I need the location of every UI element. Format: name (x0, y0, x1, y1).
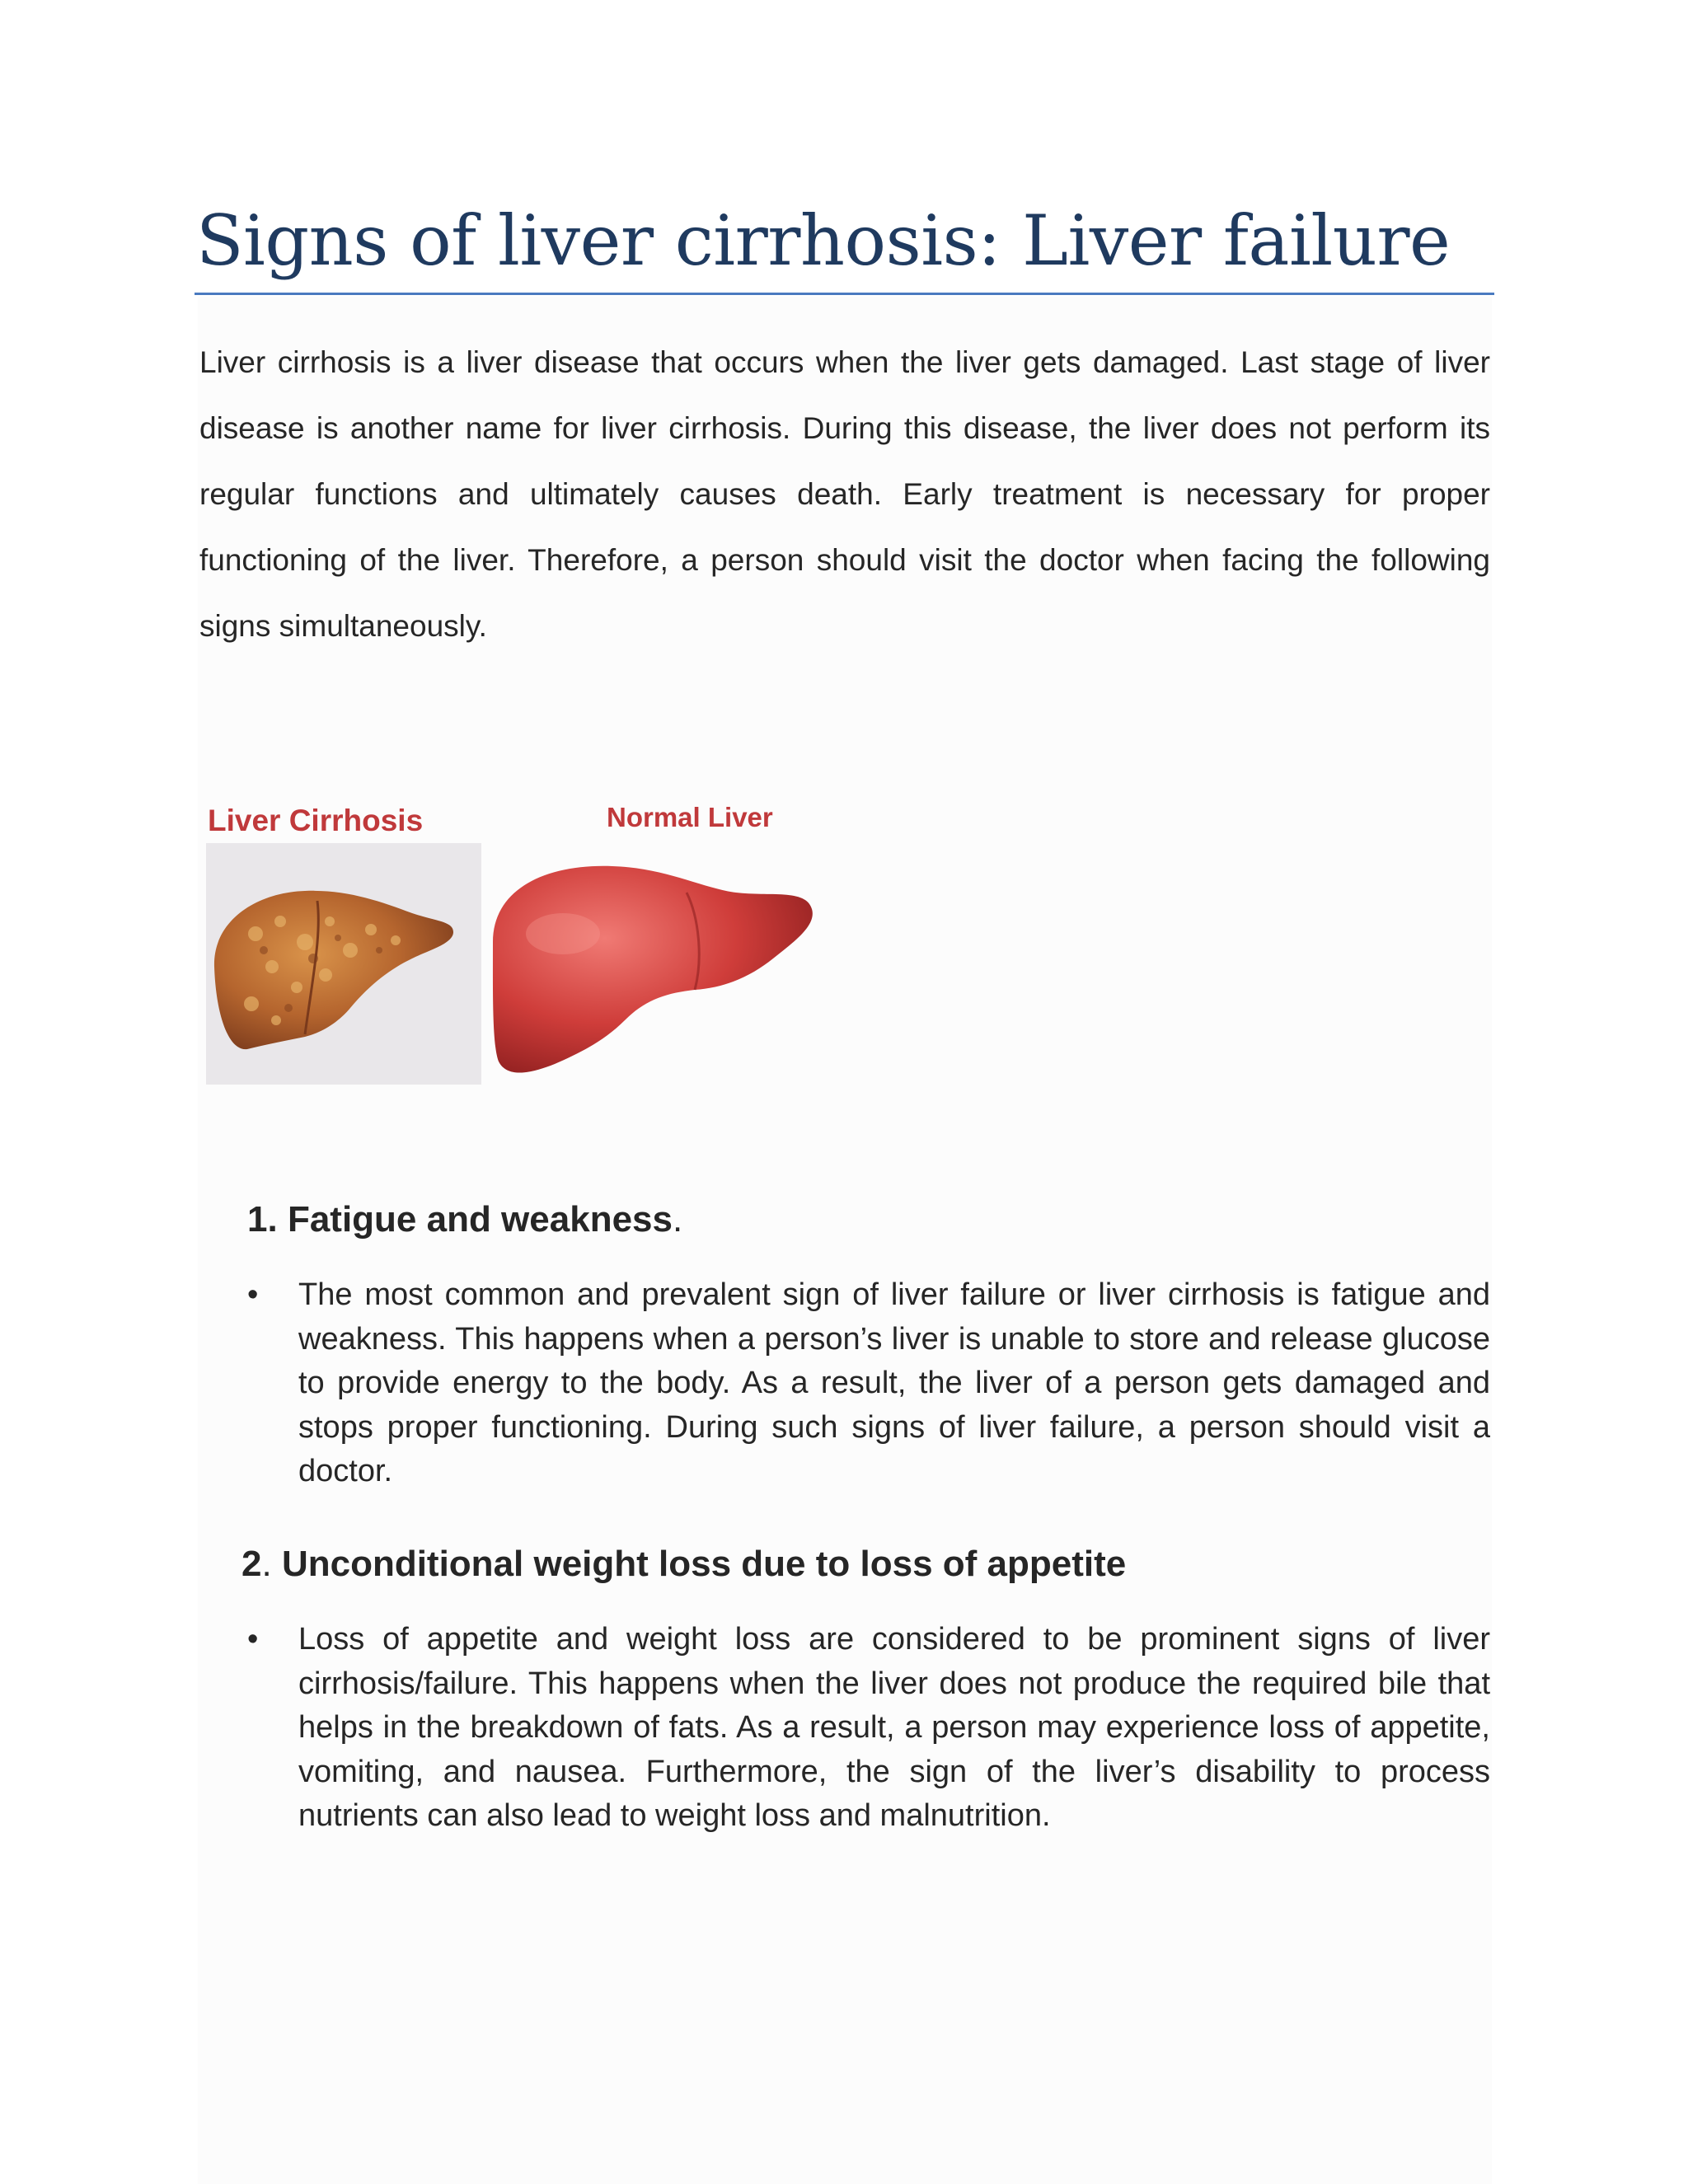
section-2-bullet-text: Loss of appetite and weight loss are considered to be prominent signs of liver cirrhosis/failure. This happens when the liver does not produce the required bile that helps in the breakdown of fats. As a result, a person may experience loss of appetite, vomiting, and nausea. Furthermore, the sign of the liver’s disability to process nutrients can also lead to weight loss and malnutrition. (298, 1622, 1490, 1833)
healthy-liver-illustration (489, 843, 818, 1090)
normal-liver-image (489, 843, 818, 1090)
section-2-list-item (247, 1618, 1490, 1839)
section-1-title: Fatigue and weakness (287, 1199, 673, 1240)
liver-comparison-figure (204, 795, 823, 1092)
section-2-number: 2 (241, 1544, 262, 1584)
page-title: Signs of liver cirrhosis: Liver failure (196, 200, 1451, 281)
title-underline (195, 293, 1494, 295)
cirrhosis-liver-image (206, 843, 481, 1085)
section-1-list-item (247, 1273, 1490, 1494)
liver-cirrhosis-label: Liver Cirrhosis (208, 804, 424, 837)
bullet-icon: • (247, 1277, 259, 1312)
cirrhotic-liver-illustration (206, 843, 481, 1085)
intro-paragraph: Liver cirrhosis is a liver disease that occurs when the liver gets damaged. Last stage of liver disease is another name for liver cirrhosis. During this disease, the liver does not perform its regular functions and ultimately causes death. Early treatment is necessary for proper functioning of the liver. Therefore, a person should visit the doctor when facing the following signs simultaneously. (199, 345, 1490, 643)
section-2-heading (241, 1541, 1126, 1587)
bullet-icon: • (247, 1622, 259, 1657)
section-1-title-period: . (673, 1199, 683, 1240)
normal-liver-label: Normal Liver (607, 802, 773, 832)
section-2-number-period: . (261, 1544, 272, 1584)
section-2-title: Unconditional weight loss due to loss of appetite (281, 1544, 1127, 1584)
section-1-number: 1. (247, 1199, 278, 1240)
section-1-bullet-text: The most common and prevalent sign of liver failure or liver cirrhosis is fatigue and weakness. This happens when a person’s liver is unable to store and release glucose to provide energy to the body. As a result, the liver of a person gets damaged and stops proper functioning. During such signs of liver failure, a person should visit a doctor. (298, 1277, 1490, 1488)
section-1-heading (247, 1197, 682, 1243)
